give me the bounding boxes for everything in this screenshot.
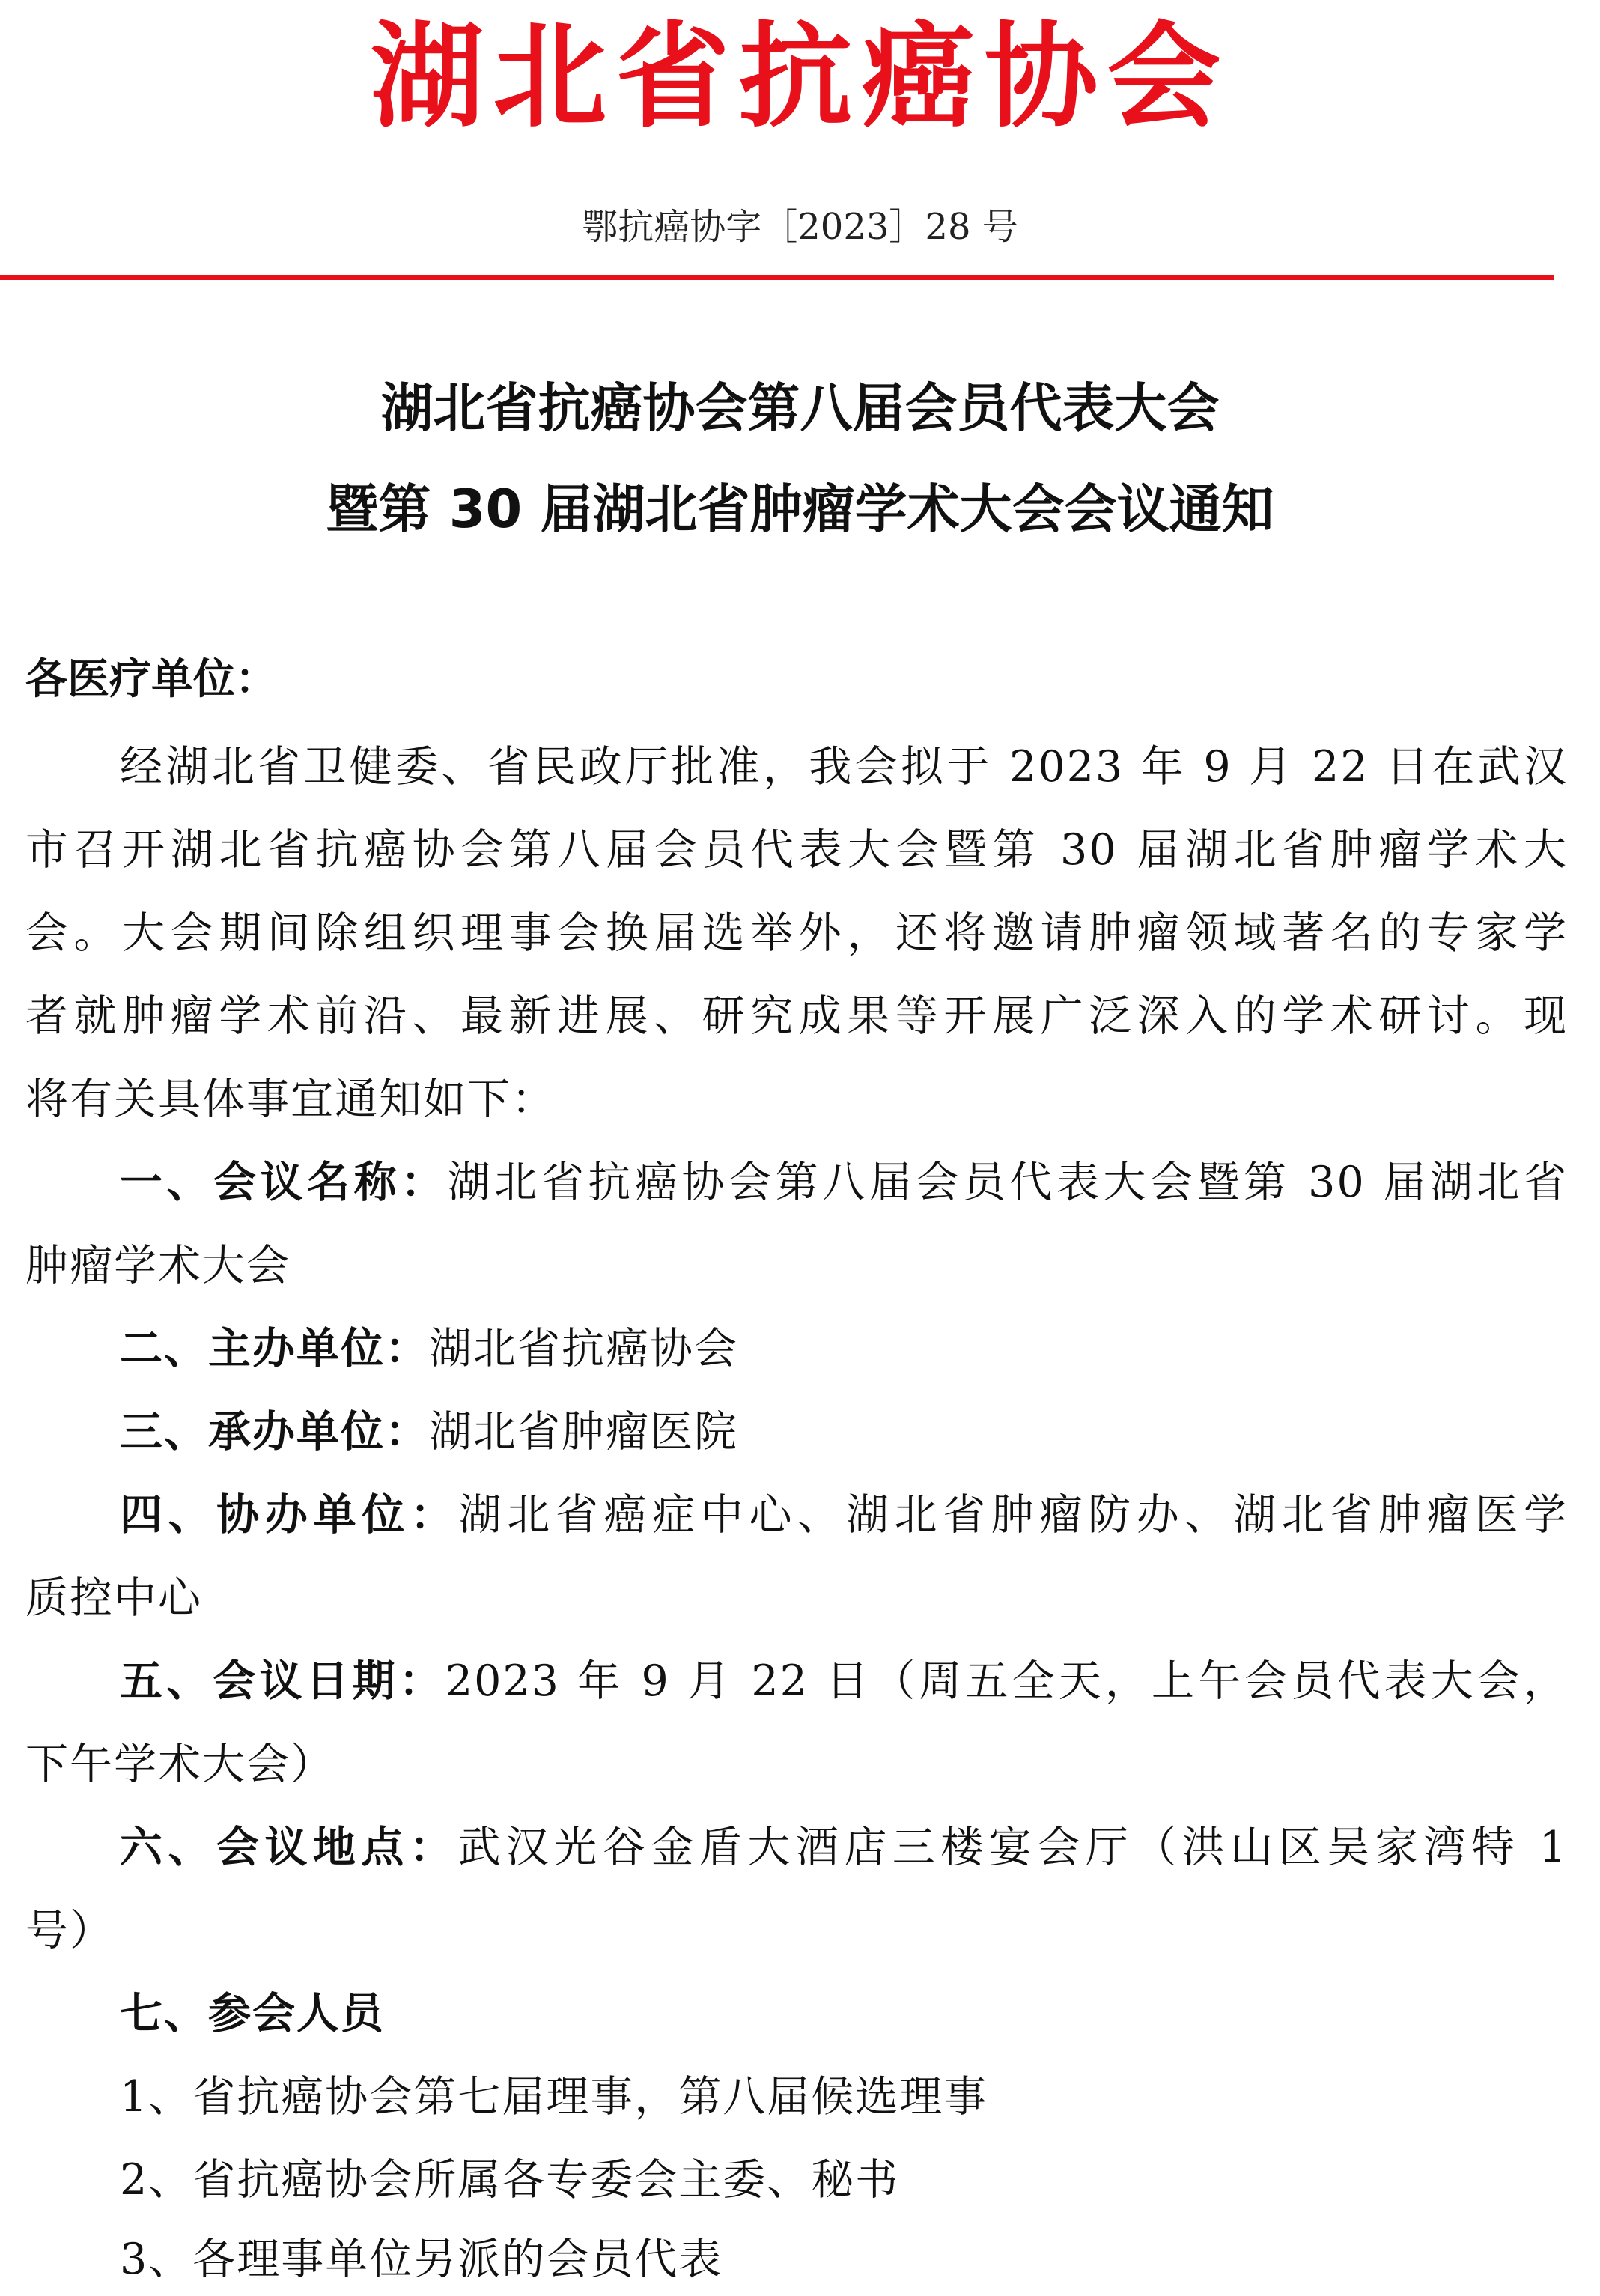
notice-title-line-1: 湖北省抗癌协会第八届会员代表大会 — [380, 377, 1220, 439]
attendee-item-3: 3、各理事单位另派的会员代表 — [120, 2235, 723, 2284]
item-value: 湖北省肿瘤医院 — [429, 1407, 738, 1457]
intro-line-3: 会。大会期间除组织理事会换届选举外，还将邀请肿瘤领域著名的专家学 — [25, 908, 1568, 958]
item-value: 2023 年 9 月 22 日（周五全天，上午会员代表大会， — [445, 1656, 1568, 1706]
item-meeting-name-continued: 肿瘤学术大会 — [25, 1241, 291, 1290]
item-label: 六、会议地点： — [120, 1823, 458, 1872]
item-label: 一、会议名称： — [120, 1158, 448, 1207]
intro-line-1: 经湖北省卫健委、省民政厅批准，我会拟于 2023 年 9 月 22 日在武汉 — [120, 742, 1568, 792]
attendee-item-2: 2、省抗癌协会所属各专委会主委、秘书 — [120, 2155, 900, 2205]
intro-line-4: 者就肿瘤学术前沿、最新进展、研究成果等开展广泛深入的学术研讨。现 — [25, 991, 1568, 1041]
item-value: 湖北省癌症中心、湖北省肿瘤防办、湖北省肿瘤医学 — [458, 1490, 1568, 1540]
item-meeting-name — [120, 1148, 1568, 1217]
item-value: 湖北省抗癌协会 — [429, 1324, 738, 1373]
item-co-organizer-continued: 质控中心 — [25, 1573, 202, 1623]
item-label: 二、主办单位： — [120, 1324, 429, 1373]
item-value: 武汉光谷金盾大酒店三楼宴会厅（洪山区吴家湾特 1 — [457, 1823, 1568, 1872]
organization-title: 湖北省抗癌协会 — [370, 10, 1230, 143]
item-organizer — [120, 1397, 1568, 1466]
item-venue — [120, 1813, 1568, 1882]
notice-title-line-2: 暨第 30 届湖北省肿瘤学术大会会议通知 — [326, 479, 1274, 540]
intro-line-5: 将有关具体事宜通知如下： — [25, 1075, 556, 1124]
item-meeting-date — [120, 1647, 1568, 1716]
item-label: 四、协办单位： — [120, 1490, 459, 1540]
item-value: 湖北省抗癌协会第八届会员代表大会暨第 30 届湖北省 — [447, 1158, 1568, 1207]
attendee-item-1: 1、省抗癌协会第七届理事，第八届候选理事 — [120, 2072, 988, 2122]
item-label: 五、会议日期： — [120, 1656, 445, 1706]
item-attendees-label: 七、参会人员 — [120, 1989, 385, 2038]
item-meeting-date-continued: 下午学术大会） — [25, 1740, 335, 1789]
header-red-rule — [0, 275, 1554, 280]
item-host — [120, 1314, 1568, 1383]
document-number: 鄂抗癌协字［2023］28 号 — [582, 206, 1018, 248]
intro-line-2: 市召开湖北省抗癌协会第八届会员代表大会暨第 30 届湖北省肿瘤学术大 — [25, 825, 1568, 875]
item-venue-continued: 号） — [25, 1906, 114, 1955]
item-co-organizer — [120, 1480, 1568, 1549]
item-label: 三、承办单位： — [120, 1407, 429, 1457]
salutation: 各医疗单位： — [25, 655, 277, 704]
